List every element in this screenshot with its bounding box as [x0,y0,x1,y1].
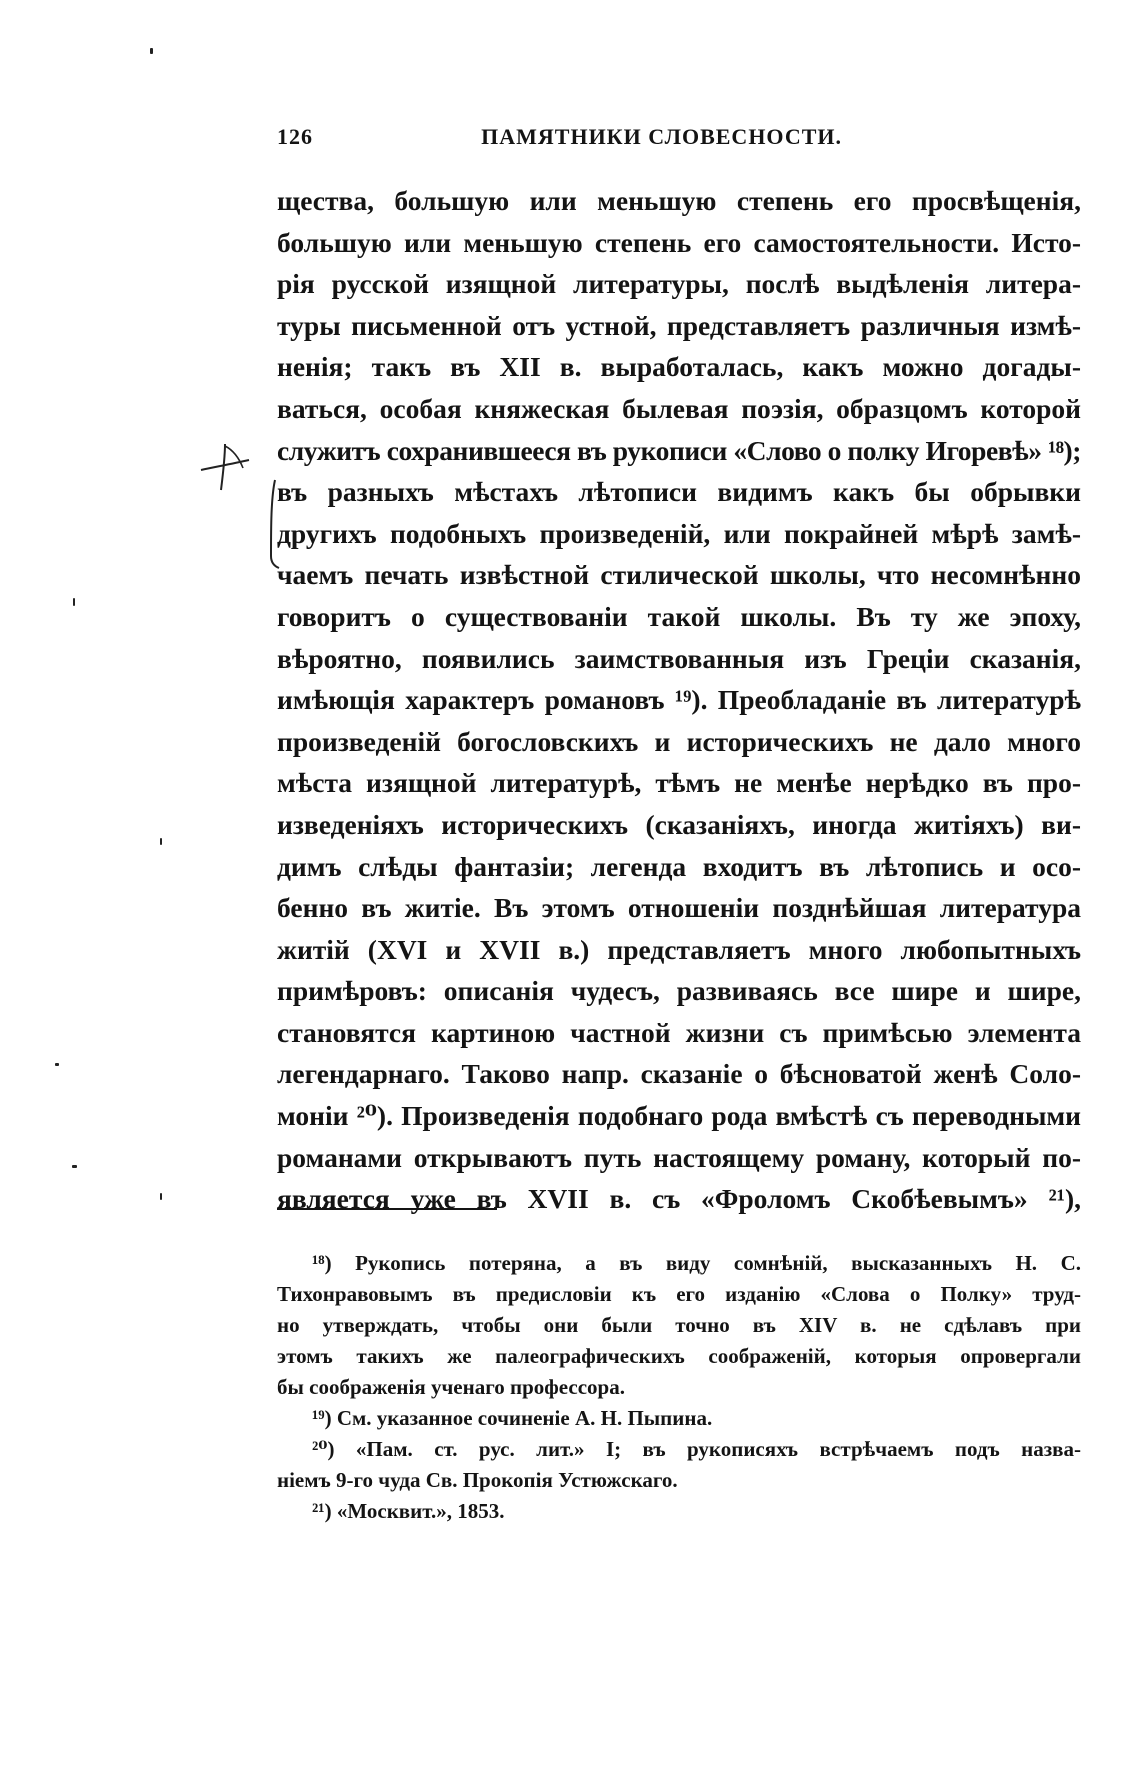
text-line: имѣющія характеръ романовъ ¹⁹). Преобладаніе въ литературѣ [277,684,1081,716]
footnote-18-line: но утверждать, чтобы они были точно въ XIV в. не сдѣлавъ при [277,1313,1081,1337]
text-line: мѣста изящной литературѣ, тѣмъ не менѣе нерѣдко въ про- [277,767,1081,799]
handwritten-bracket-mark [265,478,281,570]
footnote-18-line: ¹⁸) Рукопись потеряна, а въ виду сомнѣній, высказанныхъ Н. С. [312,1251,1081,1275]
footnote-18-line: этомъ такихъ же палеографическихъ соображеній, которыя опровергали [277,1344,1081,1368]
text-line: щества, большую или меньшую степень его просвѣщенія, [277,185,1081,216]
footnote-19: ¹⁹) См. указанное сочиненіе А. Н. Пыпина. [312,1406,713,1430]
footnote-18-line: бы соображенія ученаго профессора. [277,1375,625,1399]
handwritten-cross-mark [195,440,255,500]
text-line: изведеніяхъ историческихъ (сказаніяхъ, иногда житіяхъ) ви- [277,808,1081,840]
footnote-18-line: Тихонравовымъ въ предисловіи къ его изданію «Слова о Полку» труд- [277,1282,1081,1306]
text-line: димъ слѣды фантазіи; легенда входитъ въ лѣтопись и осо- [277,850,1081,882]
text-line: въ разныхъ мѣстахъ лѣтописи видимъ какъ бы обрывки [277,476,1081,508]
ink-speck [160,1193,162,1200]
text-line: чаемъ печать извѣстной стилической школы, что несомнѣнно [277,559,1081,591]
ink-speck [150,48,153,54]
page-header [277,124,842,160]
text-line: вѣроятно, появились заимствованныя изъ Греціи сказанія, [277,642,1081,674]
footnotes [277,1248,1081,1527]
footnote-21: ²¹) «Москвит.», 1853. [312,1499,505,1523]
footnote-rule [277,1208,497,1210]
text-line: другихъ подобныхъ произведеній, или покрайней мѣрѣ замѣ- [277,517,1081,549]
text-line: бенно въ житіе. Въ этомъ отношеніи позднѣйшая литература [277,892,1081,924]
text-line: большую или меньшую степень его самостоятельности. Исто- [277,226,1081,258]
ink-speck [72,1165,77,1168]
text-line: произведеній богословскихъ и историческихъ не дало много [277,725,1081,757]
footnote-20-line: ніемъ 9-го чуда Св. Прокопія Устюжскаго. [277,1468,678,1492]
footnote-20-line: ²⁰) «Пам. ст. рус. лит.» I; въ рукописяхъ встрѣчаемъ подъ назва- [312,1437,1081,1461]
running-title: ПАМЯТНИКИ СЛОВЕСНОСТИ. [481,124,842,149]
page-number: 126 [277,124,313,149]
text-line: легендарнаго. Таково напр. сказаніе о бѣсноватой женѣ Соло- [277,1058,1081,1090]
text-line: говоритъ о существованіи такой школы. Въ ту же эпоху, [277,600,1081,632]
text-line: туры письменной отъ устной, представляетъ различныя измѣ- [277,309,1081,341]
text-line: примѣровъ: описанія чудесъ, развиваясь все шире и шире, [277,975,1081,1007]
ink-speck [73,598,75,606]
text-line: рія русской изящной литературы, послѣ выдѣленія литера- [277,268,1081,300]
text-line: ненія; такъ въ XII в. выработалась, какъ можно догады- [277,351,1081,383]
text-line: служитъ сохранившееся въ рукописи «Слово о полку Игоревѣ» ¹⁸); [277,434,1081,466]
text-line: становятся картиною частной жизни съ примѣсью элемента [277,1016,1081,1048]
text-line: романами открываютъ путь настоящему роману, который по- [277,1141,1081,1173]
body-text [277,180,1081,1220]
text-line: является уже въ XVII в. съ «Фроломъ Скобѣевымъ» ²¹), [277,1183,1081,1215]
ink-speck [160,838,162,845]
text-line: моніи ²⁰). Произведенія подобнаго рода вмѣстѣ съ переводными [277,1100,1081,1132]
ink-speck [55,1063,59,1066]
text-line: ваться, особая княжеская былевая поэзія, образцомъ которой [277,392,1081,424]
text-line: житій (XVI и XVII в.) представляетъ много любопытныхъ [277,933,1081,965]
